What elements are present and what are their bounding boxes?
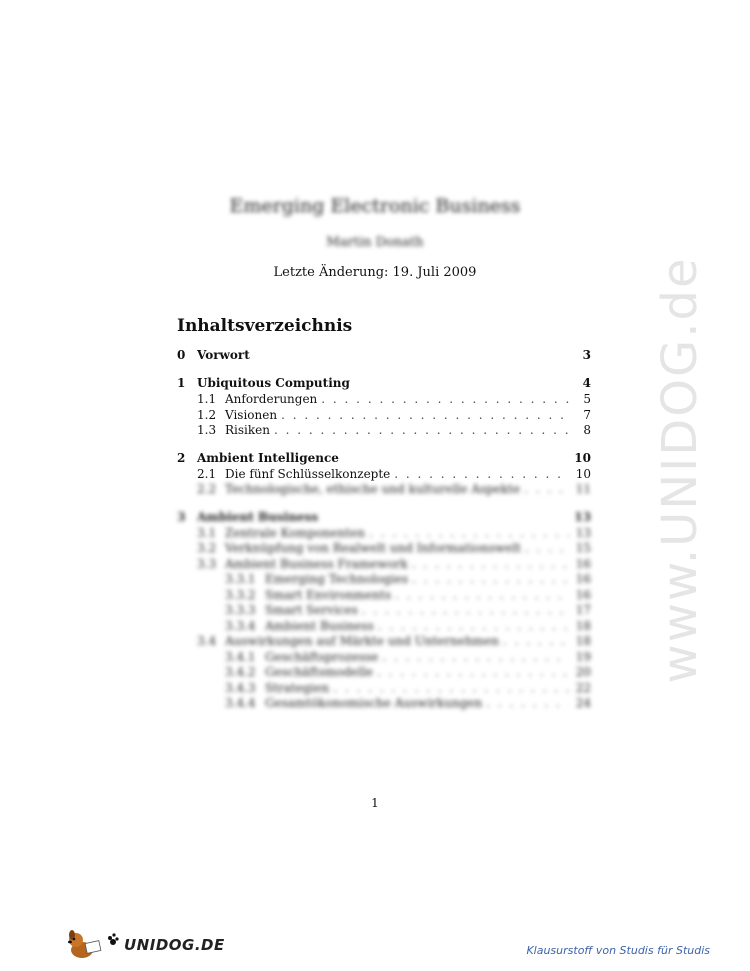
toc-entry-page: 5 bbox=[583, 392, 591, 406]
toc-entry[interactable] bbox=[177, 541, 591, 557]
toc-heading: Inhaltsverzeichnis bbox=[177, 316, 353, 336]
toc-entry-page: 19 bbox=[575, 649, 591, 664]
toc-entry-label: Die fünf Schlüsselkonzepte bbox=[225, 466, 391, 481]
unidog-logo[interactable] bbox=[66, 928, 225, 962]
toc-entry-number: 1.1 bbox=[197, 392, 217, 406]
toc-entry-label: Verknüpfung von Realwelt und Informationswelt bbox=[225, 541, 521, 555]
toc-leader-dots bbox=[377, 665, 569, 679]
document-title: Emerging Electronic Business bbox=[229, 195, 521, 217]
toc-entry[interactable] bbox=[177, 557, 591, 573]
toc-entry-number: 3.3.1 bbox=[225, 572, 256, 586]
toc-entry-label: Emerging Technologies bbox=[265, 572, 409, 586]
toc-entry-number: 3.2 bbox=[197, 541, 217, 555]
toc-entry-label: Ambient Business bbox=[265, 618, 374, 633]
toc-leader-dots bbox=[394, 467, 569, 481]
toc-entry-label: Ambient Intelligence bbox=[197, 450, 339, 465]
toc-entry[interactable] bbox=[177, 572, 591, 588]
toc-entry[interactable] bbox=[177, 619, 591, 635]
page-number: 1 bbox=[371, 796, 379, 810]
toc-entry-page: 16 bbox=[575, 587, 591, 602]
toc-entry[interactable] bbox=[177, 526, 591, 542]
watermark: www.UNIDOG.de bbox=[652, 256, 708, 684]
toc-entry-page: 4 bbox=[582, 376, 591, 390]
toc-leader-dots bbox=[369, 526, 569, 540]
toc-entry-page: 8 bbox=[583, 423, 591, 437]
toc-entry[interactable] bbox=[177, 650, 591, 666]
footer-tagline: Klausurstoff von Studis für Studis bbox=[526, 944, 710, 957]
toc-leader-dots bbox=[281, 408, 569, 422]
toc-entry[interactable] bbox=[177, 376, 591, 392]
toc-leader-dots bbox=[321, 392, 569, 406]
toc-leader-dots bbox=[525, 541, 569, 555]
toc-entry-page: 17 bbox=[575, 603, 591, 617]
toc-entry-page: 3 bbox=[582, 348, 591, 362]
toc-entry-number: 1.3 bbox=[197, 423, 217, 437]
toc-entry-label: Smart Services bbox=[265, 603, 358, 617]
toc-entry-number: 3.3.2 bbox=[225, 587, 256, 602]
toc-entry-page: 18 bbox=[575, 618, 591, 633]
last-modified: Letzte Änderung: 19. Juli 2009 bbox=[273, 265, 477, 280]
toc-entry-label: Visionen bbox=[225, 407, 278, 422]
logo-text: UNIDOG.DE bbox=[124, 936, 225, 954]
toc-entry-page: 20 bbox=[575, 665, 591, 679]
toc-entry[interactable] bbox=[177, 392, 591, 408]
toc-entry-number: 3.4.3 bbox=[225, 680, 256, 695]
toc-entry-page: 11 bbox=[575, 482, 591, 496]
toc-entry-page: 18 bbox=[575, 634, 591, 648]
toc-leader-dots bbox=[524, 482, 569, 496]
toc-entry-page: 10 bbox=[574, 450, 591, 465]
toc-entry-label: Ubiquitous Computing bbox=[197, 376, 350, 390]
toc-entry-label: Geschäftsprozesse bbox=[265, 649, 379, 664]
toc-entry-number: 2 bbox=[177, 450, 186, 465]
toc-entry[interactable] bbox=[177, 348, 591, 364]
toc-entry-number: 2.2 bbox=[197, 482, 217, 496]
toc-entry-label: Zentrale Komponenten bbox=[225, 525, 365, 540]
toc-entry-page: 10 bbox=[575, 466, 591, 481]
toc-entry-number: 3.3.3 bbox=[225, 603, 256, 617]
toc-leader-dots bbox=[274, 423, 569, 437]
toc-entry-number: 1 bbox=[177, 376, 186, 390]
toc-entry-label: Risiken bbox=[225, 423, 270, 437]
toc-entry[interactable] bbox=[177, 634, 591, 650]
toc-entry-page: 16 bbox=[575, 572, 591, 586]
toc-entry-label: Smart Environments bbox=[265, 587, 392, 602]
toc-entry-number: 3.1 bbox=[197, 525, 217, 540]
toc-leader-dots bbox=[412, 572, 569, 586]
toc-entry-label: Technologische, ethische und kulturelle Aspekte bbox=[225, 482, 521, 496]
toc-entry[interactable] bbox=[177, 408, 591, 424]
dog-mascot-icon bbox=[66, 928, 120, 962]
toc-entry[interactable] bbox=[177, 482, 591, 498]
toc-leader-dots bbox=[486, 696, 569, 710]
toc-entry[interactable] bbox=[177, 696, 591, 712]
toc-entry-label: Vorwort bbox=[197, 348, 250, 362]
toc-leader-dots bbox=[382, 650, 569, 664]
toc-entry-page: 24 bbox=[575, 696, 591, 710]
toc-leader-dots bbox=[412, 557, 569, 571]
toc-entry[interactable] bbox=[177, 588, 591, 604]
toc-entry-page: 13 bbox=[574, 509, 591, 524]
toc-entry[interactable] bbox=[177, 510, 591, 526]
toc-entry[interactable] bbox=[177, 665, 591, 681]
toc-entry-label: Anforderungen bbox=[225, 392, 318, 406]
toc-entry-number: 3 bbox=[177, 509, 186, 524]
toc-leader-dots bbox=[395, 588, 569, 602]
toc-entry[interactable] bbox=[177, 467, 591, 483]
toc-entry-number: 1.2 bbox=[197, 407, 217, 422]
toc-leader-dots bbox=[333, 681, 569, 695]
document-author: Martin Donath bbox=[326, 235, 424, 250]
toc-entry-page: 22 bbox=[575, 680, 591, 695]
toc-entry-number: 3.4.4 bbox=[225, 696, 256, 710]
toc-entry-label: Auswirkungen auf Märkte und Unternehmen bbox=[225, 634, 500, 648]
toc-entry-label: Strategien bbox=[265, 680, 330, 695]
toc-entry-number: 3.3 bbox=[197, 556, 217, 571]
toc-entry-label: Geschäftsmodelle bbox=[265, 665, 374, 679]
toc-entry[interactable] bbox=[177, 603, 591, 619]
toc-entry-number: 0 bbox=[177, 348, 186, 362]
toc-entry-number: 3.3.4 bbox=[225, 618, 256, 633]
toc-entry-page: 15 bbox=[575, 541, 591, 555]
table-of-contents bbox=[177, 348, 591, 712]
toc-entry-label: Ambient Business Framework bbox=[225, 556, 408, 571]
toc-entry[interactable] bbox=[177, 681, 591, 697]
toc-leader-dots bbox=[378, 619, 569, 633]
toc-entry[interactable] bbox=[177, 451, 591, 467]
toc-entry-number: 3.4 bbox=[197, 634, 217, 648]
toc-leader-dots bbox=[362, 603, 569, 617]
toc-entry-number: 2.1 bbox=[197, 466, 217, 481]
toc-entry-number: 3.4.2 bbox=[225, 665, 256, 679]
toc-entry-number: 3.4.1 bbox=[225, 649, 256, 664]
toc-leader-dots bbox=[503, 634, 569, 648]
toc-entry-page: 7 bbox=[583, 407, 591, 422]
toc-entry-label: Ambient Business bbox=[197, 509, 319, 524]
toc-entry-page: 13 bbox=[575, 525, 591, 540]
toc-entry-page: 16 bbox=[575, 556, 591, 571]
toc-entry-label: Gesamtökonomische Auswirkungen bbox=[265, 696, 483, 710]
toc-entry[interactable] bbox=[177, 423, 591, 439]
